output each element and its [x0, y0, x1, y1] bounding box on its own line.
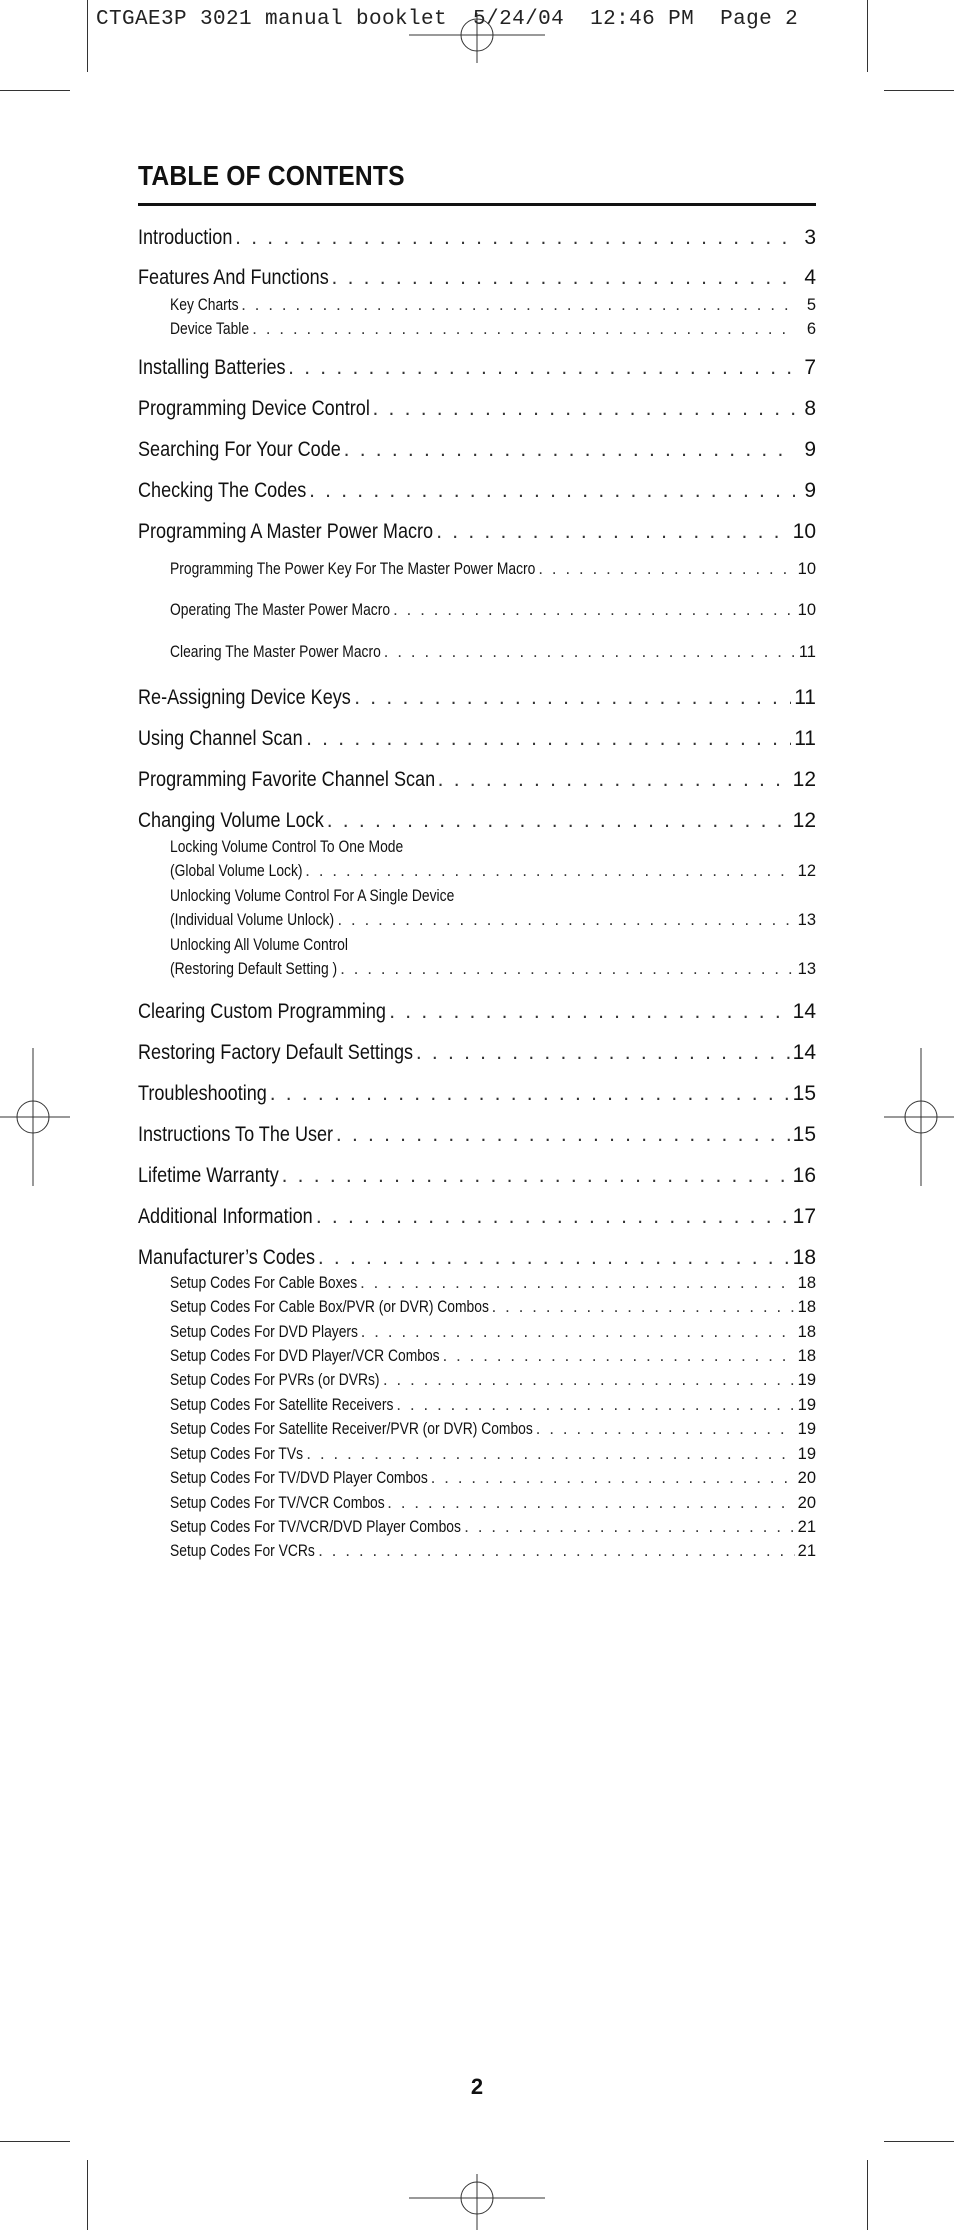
toc-leader-dots	[306, 727, 791, 751]
toc-entry-title: Setup Codes For TV/DVD Player Combos	[170, 1469, 428, 1487]
toc-entry-title: Setup Codes For Cable Boxes	[170, 1274, 358, 1292]
toc-entry-page: 10	[792, 520, 816, 543]
printer-slug-line: CTGAE3P 3021 manual booklet 5/24/04 12:46 PM Page 2	[96, 8, 799, 31]
toc-entry-title: Setup Codes For VCRs	[170, 1542, 315, 1560]
toc-entry-page: 15	[792, 1123, 816, 1146]
toc-entry-page: 19	[797, 1371, 816, 1389]
toc-subentry[interactable]	[170, 1298, 816, 1320]
toc-leader-dots	[360, 1274, 795, 1293]
toc-subentry[interactable]	[170, 560, 816, 582]
toc-leader-dots	[389, 1000, 789, 1024]
toc-entry-title: Setup Codes For TVs	[170, 1445, 304, 1463]
toc-entry[interactable]	[138, 768, 816, 796]
toc-entry[interactable]	[138, 1246, 816, 1274]
toc-leader-dots	[436, 520, 789, 544]
toc-entry-page: 15	[792, 1082, 816, 1105]
toc-subentry[interactable]	[170, 1274, 816, 1296]
toc-subentry[interactable]	[170, 320, 816, 342]
toc-entry-title: Key Charts	[170, 296, 239, 314]
toc-entry-title: Setup Codes For TV/VCR/DVD Player Combos	[170, 1518, 461, 1536]
toc-entry-title: Manufacturer’s Codes	[138, 1246, 316, 1269]
toc-entry-title: (Individual Volume Unlock)	[170, 911, 335, 929]
crop-mark-top-left-vertical	[87, 0, 88, 72]
toc-entry-title: Setup Codes For Satellite Receivers	[170, 1396, 394, 1414]
toc-leader-dots	[464, 1518, 794, 1537]
toc-entry-title: Re-Assigning Device Keys	[138, 686, 351, 709]
toc-subentry[interactable]	[170, 643, 816, 665]
toc-subentry[interactable]	[170, 1396, 816, 1418]
toc-entry-page: 18	[797, 1298, 816, 1316]
toc-entry-page: 19	[797, 1420, 816, 1438]
toc-entry-title: (Restoring Default Setting )	[170, 960, 338, 978]
toc-subentry[interactable]	[170, 960, 816, 982]
toc-subentry[interactable]	[170, 911, 816, 933]
toc-entry-title: Setup Codes For DVD Players	[170, 1323, 358, 1341]
toc-entry[interactable]	[138, 1205, 816, 1233]
toc-entry[interactable]	[138, 356, 816, 384]
toc-entry-page: 18	[797, 1274, 816, 1292]
toc-entry-page: 14	[792, 1000, 816, 1023]
toc-leader-dots	[235, 226, 795, 250]
toc-entry-page: 8	[804, 397, 816, 420]
toc-entry[interactable]	[138, 226, 816, 254]
toc-entry-page: 18	[792, 1246, 816, 1269]
toc-leader-dots	[270, 1082, 790, 1106]
toc-subentry[interactable]	[170, 1445, 816, 1467]
toc-entry-title: Additional Information	[138, 1205, 313, 1228]
toc-entry-page: 9	[804, 438, 816, 461]
toc-entry-title: Programming Device Control	[138, 397, 370, 420]
toc-subentry[interactable]	[170, 862, 816, 884]
toc-subentry[interactable]	[170, 1542, 816, 1564]
toc-subheading	[170, 887, 508, 906]
toc-entry[interactable]	[138, 1000, 816, 1028]
toc-entry-title: Setup Codes For Satellite Receiver/PVR (or DVR) Combos	[170, 1420, 533, 1438]
toc-leader-dots	[416, 1041, 790, 1065]
toc-entry-title: Operating The Master Power Macro	[170, 601, 391, 619]
toc-entry[interactable]	[138, 686, 816, 714]
toc-leader-dots	[354, 686, 791, 710]
toc-entry-page: 21	[797, 1542, 816, 1560]
toc-leader-dots	[384, 643, 795, 662]
toc-entry[interactable]	[138, 1123, 816, 1151]
toc-entry-page: 7	[804, 356, 816, 379]
crop-mark-bottom-right-vertical	[867, 2160, 868, 2230]
toc-subentry[interactable]	[170, 1494, 816, 1516]
toc-leader-dots	[241, 296, 795, 315]
crop-mark-top-left-horizontal	[0, 90, 70, 91]
toc-entry-page: 14	[792, 1041, 816, 1064]
toc-entry[interactable]	[138, 438, 816, 466]
toc-entry-title: Lifetime Warranty	[138, 1164, 279, 1187]
toc-entry-title: Introduction	[138, 226, 233, 249]
toc-entry[interactable]	[138, 1041, 816, 1069]
toc-subheading-text: Unlocking Volume Control For A Single Device	[170, 887, 455, 905]
toc-entry-page: 20	[797, 1494, 816, 1512]
toc-entry[interactable]	[138, 520, 816, 548]
toc-entry[interactable]	[138, 1164, 816, 1192]
toc-leader-dots	[306, 1445, 794, 1464]
toc-leader-dots	[309, 479, 795, 503]
toc-entry-page: 10	[797, 560, 816, 578]
toc-entry-page: 13	[797, 960, 816, 978]
toc-leader-dots	[438, 768, 790, 792]
toc-subheading-text: Locking Volume Control To One Mode	[170, 838, 404, 856]
toc-entry-title: Device Table	[170, 320, 250, 338]
toc-entry[interactable]	[138, 727, 816, 755]
registration-mark-left	[0, 1048, 70, 1186]
toc-subentry[interactable]	[170, 1347, 816, 1369]
toc-leader-dots	[387, 1494, 794, 1513]
toc-entry-page: 19	[797, 1445, 816, 1463]
toc-entry-title: Setup Codes For DVD Player/VCR Combos	[170, 1347, 440, 1365]
toc-entry-page: 11	[798, 643, 816, 661]
toc-entry-title: Changing Volume Lock	[138, 809, 324, 832]
toc-entry-page: 9	[804, 479, 816, 502]
toc-leader-dots	[344, 438, 795, 462]
toc-leader-dots	[538, 560, 794, 579]
toc-subheading-text: Unlocking All Volume Control	[170, 936, 348, 954]
toc-subentry[interactable]	[170, 1518, 816, 1540]
toc-entry-title: Setup Codes For PVRs (or DVRs)	[170, 1371, 380, 1389]
toc-leader-dots	[443, 1347, 795, 1366]
toc-leader-dots	[396, 1396, 794, 1415]
toc-leader-dots	[431, 1469, 795, 1488]
toc-leader-dots	[492, 1298, 795, 1317]
crop-mark-top-right-horizontal	[884, 90, 954, 91]
toc-entry-title: Restoring Factory Default Settings	[138, 1041, 414, 1064]
toc-subentry[interactable]	[170, 1323, 816, 1345]
toc-entry-page: 18	[797, 1323, 816, 1341]
toc-entry-title: (Global Volume Lock)	[170, 862, 303, 880]
toc-leader-dots	[536, 1420, 795, 1439]
toc-entry-page: 13	[797, 911, 816, 929]
toc-subheading	[170, 936, 382, 955]
toc-title: TABLE OF CONTENTS	[138, 160, 405, 191]
toc-entry-title: Features And Functions	[138, 266, 329, 289]
toc-entry-page: 19	[797, 1396, 816, 1414]
registration-mark-bottom	[409, 2174, 545, 2230]
toc-entry[interactable]	[138, 1082, 816, 1110]
title-rule	[138, 203, 816, 206]
crop-mark-bottom-left-vertical	[87, 2160, 88, 2230]
toc-subentry[interactable]	[170, 1469, 816, 1491]
toc-entry[interactable]	[138, 479, 816, 507]
toc-leader-dots	[383, 1371, 795, 1390]
toc-subentry[interactable]	[170, 601, 816, 623]
toc-entry-page: 5	[806, 296, 816, 314]
toc-entry-page: 16	[792, 1164, 816, 1187]
toc-entry-page: 21	[797, 1518, 816, 1536]
toc-entry-title: Using Channel Scan	[138, 727, 303, 750]
toc-entry-page: 4	[804, 266, 816, 289]
toc-entry-page: 12	[792, 809, 816, 832]
toc-entry-page: 11	[794, 727, 816, 750]
toc-entry-title: Programming The Power Key For The Master Power Macro	[170, 560, 536, 578]
toc-entry-title: Setup Codes For Cable Box/PVR (or DVR) Combos	[170, 1298, 489, 1316]
toc-entry-title: Installing Batteries	[138, 356, 286, 379]
toc-entry-title: Setup Codes For TV/VCR Combos	[170, 1494, 385, 1512]
toc-entry-title: Programming Favorite Channel Scan	[138, 768, 436, 791]
toc-entry-page: 11	[794, 686, 816, 709]
toc-entry-page: 12	[797, 862, 816, 880]
toc-entry-page: 10	[797, 601, 816, 619]
toc-entry-title: Searching For Your Code	[138, 438, 341, 461]
toc-entry-page: 12	[792, 768, 816, 791]
toc-leader-dots	[318, 1246, 790, 1270]
toc-entry-page: 3	[804, 226, 816, 249]
toc-entry-title: Checking The Codes	[138, 479, 307, 502]
toc-leader-dots	[305, 862, 794, 881]
toc-entry-page: 6	[806, 320, 816, 338]
toc-subentry[interactable]	[170, 1420, 816, 1442]
crop-mark-bottom-right-horizontal	[884, 2141, 954, 2142]
toc-entry-page: 17	[792, 1205, 816, 1228]
toc-entry-page: 20	[797, 1469, 816, 1487]
crop-mark-bottom-left-horizontal	[0, 2141, 70, 2142]
registration-mark-right	[884, 1048, 954, 1186]
toc-leader-dots	[336, 1123, 790, 1147]
toc-entry-title: Troubleshooting	[138, 1082, 267, 1105]
registration-mark-top	[409, 13, 545, 63]
toc-leader-dots	[252, 320, 795, 339]
toc-entry[interactable]	[138, 809, 816, 837]
toc-entry-page: 18	[797, 1347, 816, 1365]
toc-leader-dots	[316, 1205, 790, 1229]
toc-leader-dots	[332, 266, 795, 290]
toc-leader-dots	[361, 1323, 795, 1342]
toc-entry-title: Programming A Master Power Macro	[138, 520, 434, 543]
toc-leader-dots	[282, 1164, 790, 1188]
page-number: 2	[470, 2074, 484, 2099]
toc-entry[interactable]	[138, 266, 816, 294]
toc-entry-title: Instructions To The User	[138, 1123, 334, 1146]
toc-subentry[interactable]	[170, 296, 816, 318]
toc-leader-dots	[393, 601, 795, 620]
toc-leader-dots	[318, 1542, 794, 1561]
toc-leader-dots	[340, 960, 794, 979]
toc-leader-dots	[288, 356, 795, 380]
toc-entry[interactable]	[138, 397, 816, 425]
toc-entry-title: Clearing The Master Power Macro	[170, 643, 381, 661]
toc-leader-dots	[372, 397, 795, 421]
toc-leader-dots	[327, 809, 790, 833]
toc-leader-dots	[337, 911, 794, 930]
toc-entry-title: Clearing Custom Programming	[138, 1000, 386, 1023]
toc-subentry[interactable]	[170, 1371, 816, 1393]
crop-mark-top-right-vertical	[867, 0, 868, 72]
toc-subheading	[170, 838, 448, 857]
